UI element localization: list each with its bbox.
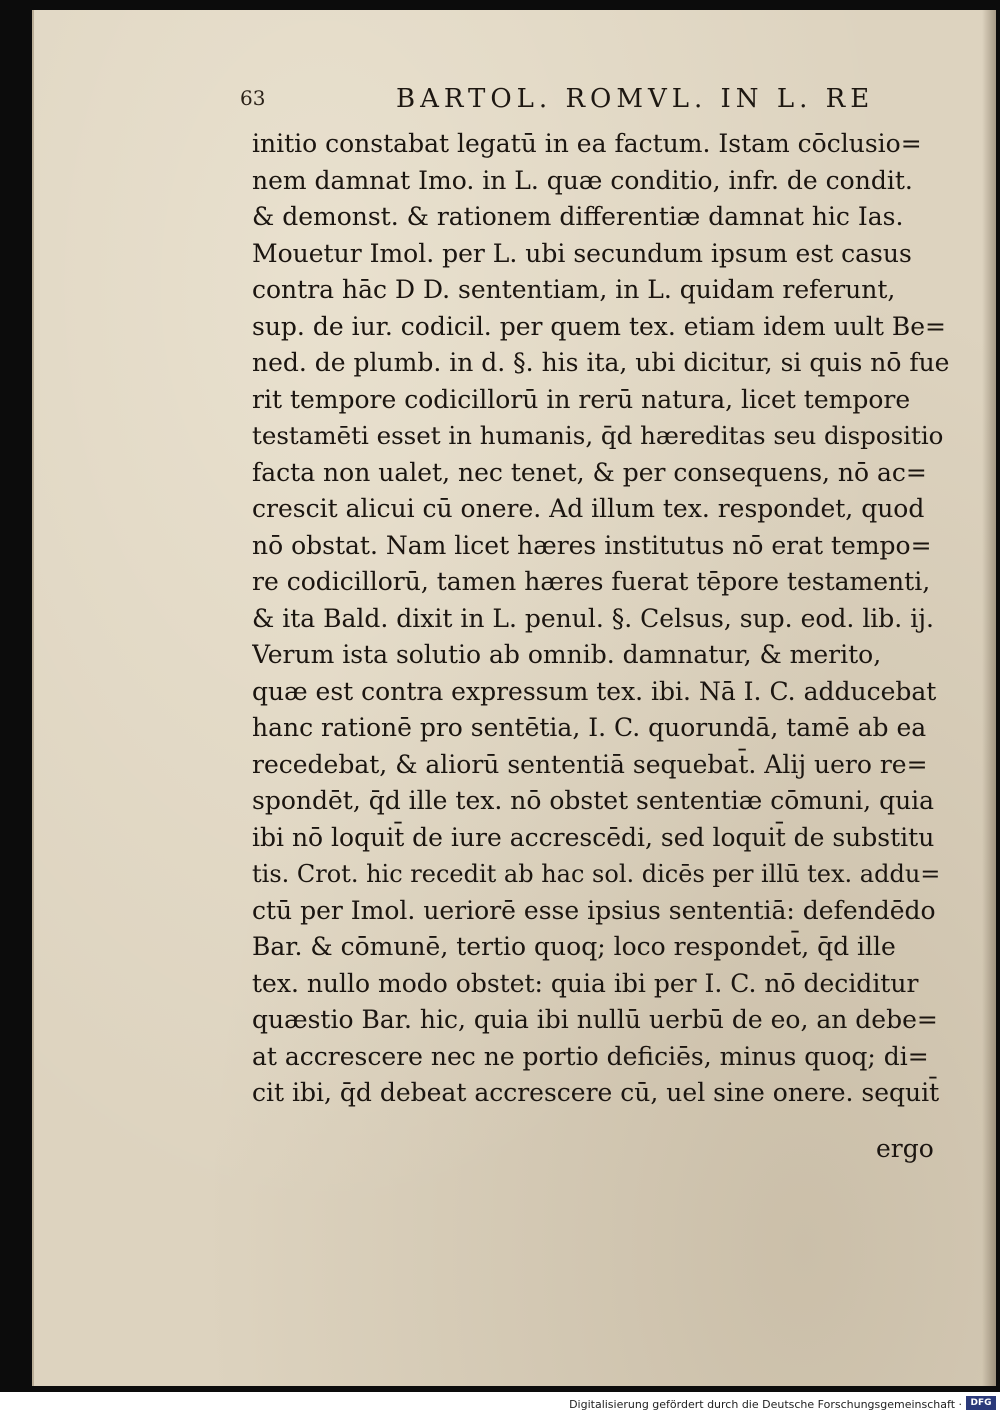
- text-line: testamēti esset in humanis, q̄d hæreditas seu dispositio: [252, 421, 944, 450]
- text-line: & ita Bald. dixit in L. penul. §. Celsus, sup. eod. lib. ij.: [252, 603, 934, 633]
- text-line: hanc rationē pro sentētia, I. C. quorundā, tamē ab ea: [252, 713, 927, 742]
- catchword: ergo: [876, 1134, 934, 1163]
- text-line: cit ibi, q̄d debeat accrescere cū, uel sine onere. sequit̄: [252, 1078, 940, 1107]
- text-line: Bar. & cōmunē, tertio quoq; loco respondet̄, q̄d ille: [252, 932, 896, 961]
- text-line: crescit alicui cū onere. Ad illum tex. respondet, quod: [252, 494, 925, 523]
- text-line: at accrescere nec ne portio deficiēs, minus quoq; di=: [252, 1041, 929, 1071]
- running-head: BARTOL. ROMVL. IN L. RE: [396, 84, 875, 114]
- text-line: initio constabat legatū in ea factum. Istam cōclusio=: [252, 129, 922, 158]
- text-line: Verum ista solutio ab omnib. damnatur, & merito,: [252, 640, 882, 669]
- text-line: ctū per Imol. ueriorē esse ipsius sententiā: defendēdo: [252, 895, 936, 925]
- body-text: [252, 126, 952, 1112]
- text-line: quæ est contra expressum tex. ibi. Nā I. C. adducebat: [252, 676, 937, 706]
- text-line: facta non ualet, nec tenet, & per consequens, nō ac=: [252, 457, 927, 487]
- text-line: Mouetur Imol. per L. ubi secundum ipsum est casus: [252, 238, 912, 268]
- page-edge-shadow: [982, 10, 996, 1386]
- text-line: sup. de iur. codicil. per quem tex. etiam idem uult Be=: [252, 311, 946, 341]
- text-line: nem damnat Imo. in L. quæ conditio, infr. de condit.: [252, 165, 913, 195]
- text-line: tis. Crot. hic recedit ab hac sol. dicēs per illū tex. addu=: [252, 860, 941, 888]
- folio-number: 63: [240, 86, 266, 110]
- text-line: quæstio Bar. hic, quia ibi nullū uerbū de eo, an debe=: [252, 1005, 938, 1034]
- text-line: recedebat, & aliorū sententiā sequebat̄. Alij uero re=: [252, 749, 928, 779]
- text-line: & demonst. & rationem differentiæ damnat hic Ias.: [252, 202, 904, 231]
- text-line: spondēt, q̄d ille tex. nō obstet sententiæ cōmuni, quia: [252, 786, 935, 815]
- digitization-credit: Digitalisierung gefördert durch die Deutsche Forschungsgemeinschaft ·: [569, 1398, 962, 1411]
- text-line: rit tempore codicillorū in rerū natura, licet tempore: [252, 384, 911, 414]
- text-line: nō obstat. Nam licet hæres institutus nō erat tempo=: [252, 530, 932, 560]
- text-line: re codicillorū, tamen hæres fuerat tēpore testamenti,: [252, 567, 931, 596]
- text-line: contra hāc D D. sententiam, in L. quidam referunt,: [252, 275, 896, 304]
- dfg-logo: DFG: [966, 1396, 996, 1410]
- text-line: tex. nullo modo obstet: quia ibi per I. C. nō deciditur: [252, 968, 919, 998]
- text-line: ned. de plumb. in d. §. his ita, ubi dicitur, si quis nō fue: [252, 348, 950, 377]
- text-line: ibi nō loquit̄ de iure accrescēdi, sed loquit̄ de substitu: [252, 822, 935, 852]
